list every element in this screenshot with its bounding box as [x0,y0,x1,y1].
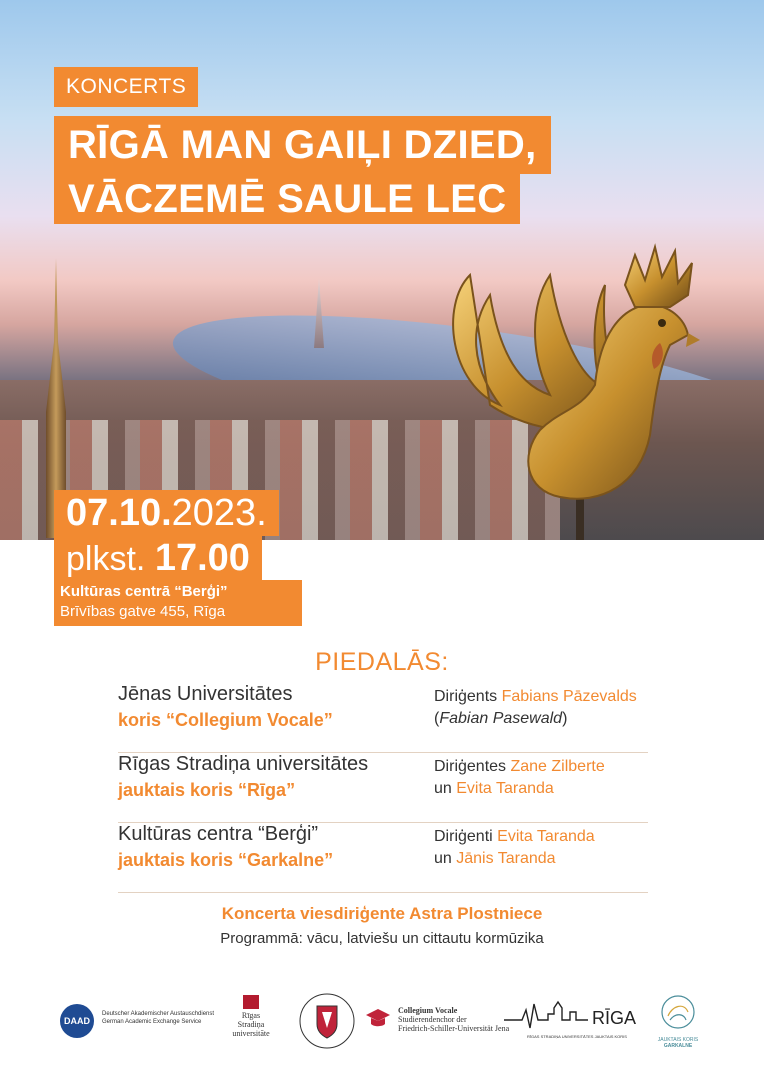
venue-box [54,580,302,626]
choir-institution: Jēnas Universitātes [118,683,293,705]
venue-address: Brīvības gatve 455, Rīga [60,603,226,620]
garkalne-emblem-icon [658,992,698,1032]
choir-row [118,752,648,823]
rsu-line-3: universitāte [232,1029,270,1038]
guest-conductor: Koncerta viesdiriģente Astra Plostniece [221,904,543,923]
rsu-emblem-icon [243,995,259,1009]
conductor-role: Diriģentes [434,758,511,775]
daad-logo: DAAD [60,1004,94,1038]
event-time [54,536,262,580]
time-value: 17.00 [154,537,250,579]
cv-line-2: Studierendenchor der [398,1015,467,1024]
riga-wordmark: RĪGA [592,1008,637,1028]
venue-name: Kultūras centrā “Berģi” [60,583,228,600]
title-line-2: VĀCZEMĒ SAULE LEC [54,174,520,224]
conductor-name: Zane Zilberte [510,758,605,775]
cv-text [398,1006,510,1033]
conductor-name-2: Evita Taranda [456,780,554,797]
choir-institution: Kultūras centra “Berģi” [118,823,319,845]
conductor-prefix: ( [434,710,440,727]
date-day-month: 07.10. [66,492,172,534]
event-date [54,490,279,536]
daad-line-1: Deutscher Akademischer Austauschdienst [102,1011,215,1017]
rsu-line-1: Rīgas [241,1011,261,1020]
garkalne-line-2: GARKALNE [663,1043,693,1049]
conductor-prefix: un [434,850,457,867]
conductor-suffix: ) [562,710,568,727]
riga-choir-logo [504,1000,650,1040]
conductor-name-2: Jānis Taranda [456,850,556,867]
conductor-line-1 [434,756,605,778]
sponsor-logos [0,990,764,1050]
riga-choir-subtitle: RĪGAS STRADIŅA UNIVERSITĀTES JAUKTAIS KORIS [527,1034,627,1039]
cv-line-3: Friedrich-Schiller-Universität Jena [398,1024,510,1033]
event-type-label: KONCERTS [54,67,198,107]
skyline-pulse-icon [504,1000,650,1030]
garkalne-line-1: JAUKTAIS KORIS [657,1037,699,1043]
conductor-line-2 [434,778,554,800]
programme-text: Programmā: vācu, latviešu un cittautu kormūzika [220,930,544,947]
garkalne-logo [656,992,700,1050]
choir-row [118,682,648,753]
conductor-line-1 [434,686,637,708]
conductor-role: Diriģenti [434,828,498,845]
choir-institution: Rīgas Stradiņa universitātes [118,753,369,775]
conductor-name-original: Fabian Pasewald [439,710,563,727]
rooster-weathervane-icon [430,235,700,540]
choir-row [118,822,648,893]
participants-heading: PIEDALĀS: [315,648,449,676]
cv-line-1: Collegium Vocale [398,1006,458,1015]
time-prefix: plkst. [66,540,146,578]
conductor-line-2 [434,708,567,730]
date-year: 2023. [171,492,267,534]
title-line-1: RĪGĀ MAN GAIĻI DZIED, [54,116,551,174]
choir-name: koris “Collegium Vocale” [118,710,333,730]
daad-text [102,1010,232,1026]
conductor-prefix: un [434,780,457,797]
ropazu-crest-icon [298,992,356,1050]
graduation-cap-icon [364,1006,392,1030]
conductor-line-2 [434,848,556,870]
rsu-line-2: Stradiņa [237,1020,265,1029]
conductor-role: Diriģents [434,688,502,705]
conductor-name: Evita Taranda [497,828,595,845]
conductor-name: Fabians Pāzevalds [501,688,637,705]
choir-name: jauktais koris “Rīga” [118,780,296,800]
daad-line-2: German Academic Exchange Service [102,1019,202,1025]
tv-tower [314,278,324,348]
choir-name: jauktais koris “Garkalne” [118,850,334,870]
conductor-line-1 [434,826,595,848]
rsu-logo [222,995,280,1038]
